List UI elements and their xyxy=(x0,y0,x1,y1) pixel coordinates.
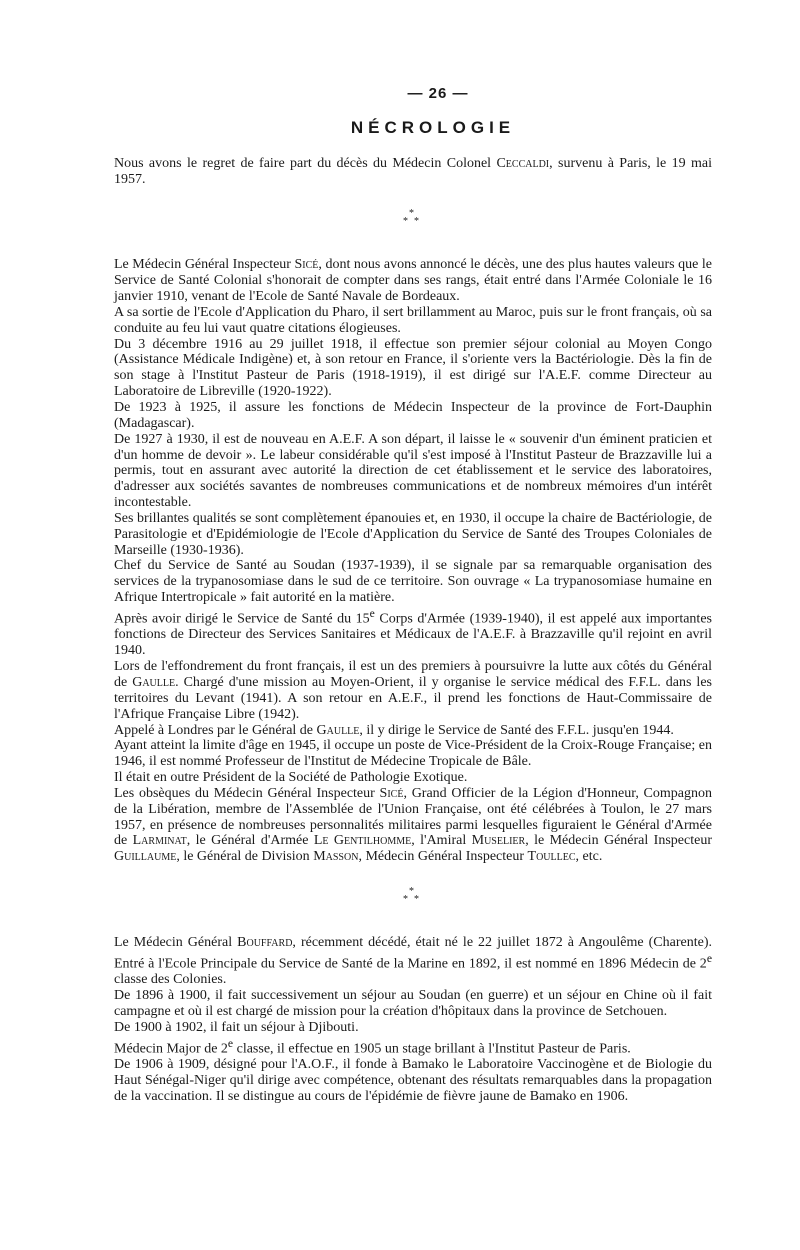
paragraph: De 1896 à 1900, il fait successivement un séjour au Soudan (en guerre) et un séjour en Chine où il fait campagne et où il est chargé de mission pour la création d'hôpitaux dans la province de Setchouen. xyxy=(114,988,712,1020)
paragraph: A sa sortie de l'Ecole d'Application du Pharo, il sert brillamment au Maroc, puis sur le front français, où sa conduite au feu lui vaut quatre citations élogieuses. xyxy=(114,304,712,336)
paragraph: Ayant atteint la limite d'âge en 1945, il occupe un poste de Vice-Président de la Croix-Rouge Française; en 1946, il est nommé Professeur de l'Institut de Médecine Tropicale de Bâle. xyxy=(114,738,712,770)
page-title: NÉCROLOGIE xyxy=(350,117,516,137)
paragraph: Chef du Service de Santé au Soudan (1937-1939), il se signale par sa remarquable organisation des services de la trypanosomiase dans le sud de ce territoire. Son ouvrage « La trypanosomiase humaine en Afrique Intertropicale » fait autorité en la matière. xyxy=(114,558,712,606)
person-name: Bouffard xyxy=(237,935,293,951)
paragraph: De 1923 à 1925, il assure les fonctions de Médecin Inspecteur de la province de Fort-Dauphin (Madagascar). xyxy=(114,399,712,431)
person-name: Toullec xyxy=(527,849,576,865)
page-number: — 26 — xyxy=(407,85,469,102)
paragraph: Les obsèques du Médecin Général Inspecteur Sicé, Grand Officier de la Légion d'Honneur, Compagnon de la Libération, membre de l'Assemblée de l'Union Française, ont été célébrées à Toulon, le 27 mars 1957, en présence de nombreuses personnalités militaires parmi lesquelles figuraient le Général d'Armée de Larminat, le Général d'Armée Le Gentilhomme, l'Amiral Muselier, le Médecin Général Inspecteur Guillaume, le Général de Division Masson, Médecin Général Inspecteur Toullec, etc. xyxy=(114,785,713,865)
person-name: Le Gentilhomme xyxy=(313,833,412,849)
paragraph: Il était en outre Président de la Société de Pathologie Exotique. xyxy=(114,770,468,786)
obituary-bouffard xyxy=(114,935,712,1105)
obituary-sice xyxy=(114,257,712,865)
star-glyph: * xyxy=(403,216,408,228)
person-name: Guillaume xyxy=(114,849,177,865)
person-name: Ceccaldi xyxy=(496,155,550,171)
star-glyph: * xyxy=(403,894,408,906)
paragraph: Médecin Major de 2e classe, il effectue en 1905 un stage brillant à l'Institut Pasteur de Paris. xyxy=(114,1036,631,1057)
person-name: Gaulle xyxy=(132,674,176,690)
paragraph: Après avoir dirigé le Service de Santé du 15e Corps d'Armée (1939-1940), il est appelé aux importantes fonctions de Directeur des Services Sanitaires et Médicaux de l'A.E.F. à Brazzaville qu'il rejoint en avril 1940. xyxy=(114,606,712,659)
star-glyph: * xyxy=(409,208,414,220)
paragraph: Lors de l'effondrement du front français, il est un des premiers à poursuivre la lutte aux côtés du Général de Gaulle. Chargé d'une mission au Moyen-Orient, il y organise le service médical des F.F.L. dans les territoires du Levant (1941). A son retour en A.E.F., il prend les fonctions de Haut-Commissaire de l'Afrique Française Libre (1942). xyxy=(114,659,712,722)
paragraph: Appelé à Londres par le Général de Gaulle, il y dirige le Service de Santé des F.F.L. jusqu'en 1944. xyxy=(114,722,674,738)
paragraph: De 1900 à 1902, il fait un séjour à Djibouti. xyxy=(114,1019,359,1035)
star-glyph: * xyxy=(414,216,419,228)
paragraph: De 1906 à 1909, désigné pour l'A.O.F., il fonde à Bamako le Laboratoire Vaccinogène et de Biologie du Haut Sénégal-Niger qu'il dirige avec compétence, obtenant des résultats remarquables dans la propagation de la vaccination. Il se distingue au cours de l'épidémie de fièvre jaune de Bamako en 1906. xyxy=(114,1057,712,1104)
paragraph: Le Médecin Général Inspecteur Sicé, dont nous avons annoncé le décès, une des plus hautes valeurs que le Service de Santé Colonial s'honorait de compter dans ses rangs, était entré dans l'Armée Coloniale le 16 janvier 1910, venant de l'Ecole de Santé Navale de Bordeaux. xyxy=(114,257,712,305)
person-name: Muselier xyxy=(471,833,526,849)
paragraph: Du 3 décembre 1916 au 29 juillet 1918, il effectue son premier séjour colonial au Moyen Congo (Assistance Médicale Indigène) et, à son retour en France, il s'oriente vers la Bactériologie. Dès la fin de son stage à l'Institut Pasteur de Paris (1918-1919), il est dirigé sur l'A.E.F. comme Directeur au Laboratoire de Libreville (1920-1922). xyxy=(114,336,712,400)
section-separator xyxy=(403,887,423,909)
paragraph: De 1927 à 1930, il est de nouveau en A.E.F. A son départ, il laisse le « souvenir d'un éminent praticien et d'un homme de devoir ». Le labeur considérable qu'il s'est imposé à l'Institut Pasteur de Brazzaville lui a permis, tout en assurant avec autorité la direction de cet établissement et le service des laboratoires, d'adresser aux sociétés savantes de nombreuses communications et de nombreux mémoires d'un intérêt incontestable. xyxy=(114,431,712,511)
intro-paragraph: Nous avons le regret de faire part du décès du Médecin Colonel Ceccaldi, survenu à Paris, le 19 mai 1957. xyxy=(114,155,712,187)
person-name: Sicé xyxy=(294,257,319,273)
paragraph: Le Médecin Général Bouffard, récemment décédé, était né le 22 juillet 1872 à Angoulême (Charente). Entré à l'Ecole Principale du Service de Santé de la Marine en 1892, il est nommé en 1896 Médecin de 2e classe des Colonies. xyxy=(114,935,712,988)
star-glyph: * xyxy=(414,894,419,906)
person-name: Larminat xyxy=(132,833,187,849)
section-separator xyxy=(403,209,423,231)
paragraph: Ses brillantes qualités se sont complètement épanouies et, en 1930, il occupe la chaire de Bactériologie, de Parasitologie et d'Epidémiologie de l'Ecole d'Application du Service de Santé des Troupes Coloniales de Marseille (1930-1936). xyxy=(114,510,712,558)
star-glyph: * xyxy=(409,886,414,898)
person-name: Masson xyxy=(313,849,359,865)
person-name: Gaulle xyxy=(316,722,360,738)
person-name: Sicé xyxy=(379,785,404,801)
